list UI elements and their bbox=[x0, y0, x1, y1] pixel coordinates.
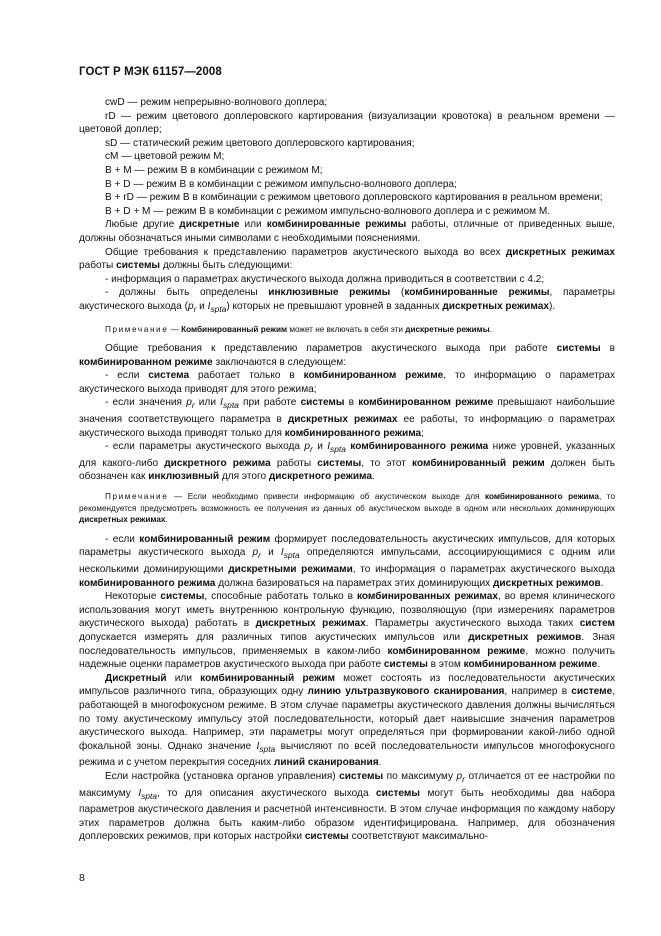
body-paragraph: Общие требования к представлению параметров акустического выхода во всех дискретных режимах работы системы должны быть следующими: bbox=[79, 246, 615, 272]
body-paragraph: Любые другие дискретные или комбинированные режимы работы, отличные от приведенных выше, должны обозначаться иными символами с необходимыми пояснениями. bbox=[79, 219, 615, 244]
body-paragraph: B + D — режим B в комбинации с режимом импульсно-волнового доплера; bbox=[105, 178, 457, 190]
note-paragraph: Примечание — Комбинированный режим может не включать в себя эти дискретные режимы. bbox=[105, 324, 492, 334]
body-paragraph: B + D + M — режим B в комбинации с режимом импульсно-волнового доплера и с режимом M. bbox=[105, 205, 551, 217]
body-paragraph: Если настройка (установка органов управления) системы по максимуму $p_r$ отличается от ее настройки по максимуму $I_{spta}$, то для описания акустического выхода системы могут быть необходимы два набора параметров акустического давления и расчетной интенсивности. В этом случае информация по каждому набору этих параметров должна быть каким-либо образом идентифицирована. Например, для обозначения доплеровских режимов, при которых настройки системы соответствуют максимально- bbox=[79, 770, 615, 843]
body-paragraph: - должны быть определены инклюзивные режимы (комбинированные режимы, параметры акустического выхода ($p_r$ и $I_{spta}$) которых не превышают уровней в заданных дискретных режимах). bbox=[79, 287, 616, 314]
body-paragraph: - если комбинированный режим формирует последовательность акустических импульсов, для которых параметры акустического выхода $p_r$ и $I_{spta}$ определяются импульсами, ассоциирующимися с одним или несколькими доминирующими дискретными режимами, то информация о параметрах акустического выхода комбинированного режима должна базироваться на параметрах этих доминирующих дискретных режимов. bbox=[79, 533, 615, 589]
note-paragraph: Примечание — Если необходимо привести информацию об акустическом выходе для комбинированного режима, то рекомендуется предусмотреть возможность ее получения из данных об акустическом выходе в одном или нескольких доминирующих дискретных режимах. bbox=[79, 492, 615, 525]
body-paragraph: Дискретный или комбинированный режим может состоять из последовательности акустических импульсов различного типа, образующих одну линию ультразвукового сканирования, например в системе, работающей в многофокусном режиме. В этом случае параметры акустического давления должны вычисляться по тому акустическому импульсу этой последовательности, который дает наивысшие значения параметров акустического выхода. Например, эти параметры могут определяться при формировании какой-либо одной фокальной зоны. Однако значение $I_{spta}$ вычисляют по всей последовательности импульсов многофокусного режима и с учетом перекрытия соседних линий сканирования. bbox=[79, 672, 616, 769]
document-body bbox=[79, 96, 615, 844]
body-paragraph: - если значения $p_r$ или $I_{spta}$ при работе системы в комбинированном режиме превышают наибольшие значения соответствующего параметра в дискретных режимах ее работы, то информацию о параметрах акустического выхода приводят только для комбинированного режима; bbox=[79, 397, 615, 439]
body-paragraph: Общие требования к представлению параметров акустического выхода при работе системы в комбинированном режиме заключаются в следующем: bbox=[79, 343, 615, 368]
body-paragraph: cwD — режим непрерывно-волнового доплера; bbox=[105, 97, 328, 108]
body-paragraph: - если система работает только в комбинированном режиме, то информацию о параметрах акустического выхода приводят для этого режима; bbox=[79, 370, 616, 395]
body-paragraph: sD — статический режим цветового доплеровского картирования; bbox=[105, 137, 415, 149]
body-paragraph: B + rD — режим B в комбинации с режимом цветового доплеровского картирования в реальном времени; bbox=[105, 192, 603, 204]
document-header: ГОСТ Р МЭК 61157—2008 bbox=[79, 66, 222, 78]
page-number: 8 bbox=[79, 872, 85, 884]
body-paragraph: - информация о параметрах акустического выхода должна приводиться в соответствии с 4.2; bbox=[105, 273, 545, 285]
body-paragraph: cM — цветовой режим M; bbox=[105, 151, 225, 163]
body-paragraph: rD — режим цветового доплеровского картирования (визуализации кровотока) в реальном времени — цветовой доплер; bbox=[79, 110, 615, 136]
body-paragraph: Некоторые системы, способные работать только в комбинированных режимах, во время клинического использования могут иметь внутреннюю контрольную функцию, позволяющую (при измерениях параметров акустического выхода) работать в дискретных режимах. Параметры акустического выхода таких систем допускается измерять для различных типов акустических импульсов или дискретных режимов. Зная последовательность импульсов, применяемых в каком-либо комбинированном режиме, можно получить надежные оценки параметров акустического выхода при работе системы в этом комбинированном режиме. bbox=[79, 591, 616, 671]
body-paragraph: B + M — режим B в комбинации с режимом M; bbox=[105, 164, 323, 176]
body-paragraph: - если параметры акустического выхода $p_r$ и $I_{spta}$ комбинированного режима ниже уровней, указанных для какого-либо дискретного режима работы системы, то этот комбинированный режим должен быть обозначен как инклюзивный для этого дискретного режима. bbox=[79, 441, 616, 483]
